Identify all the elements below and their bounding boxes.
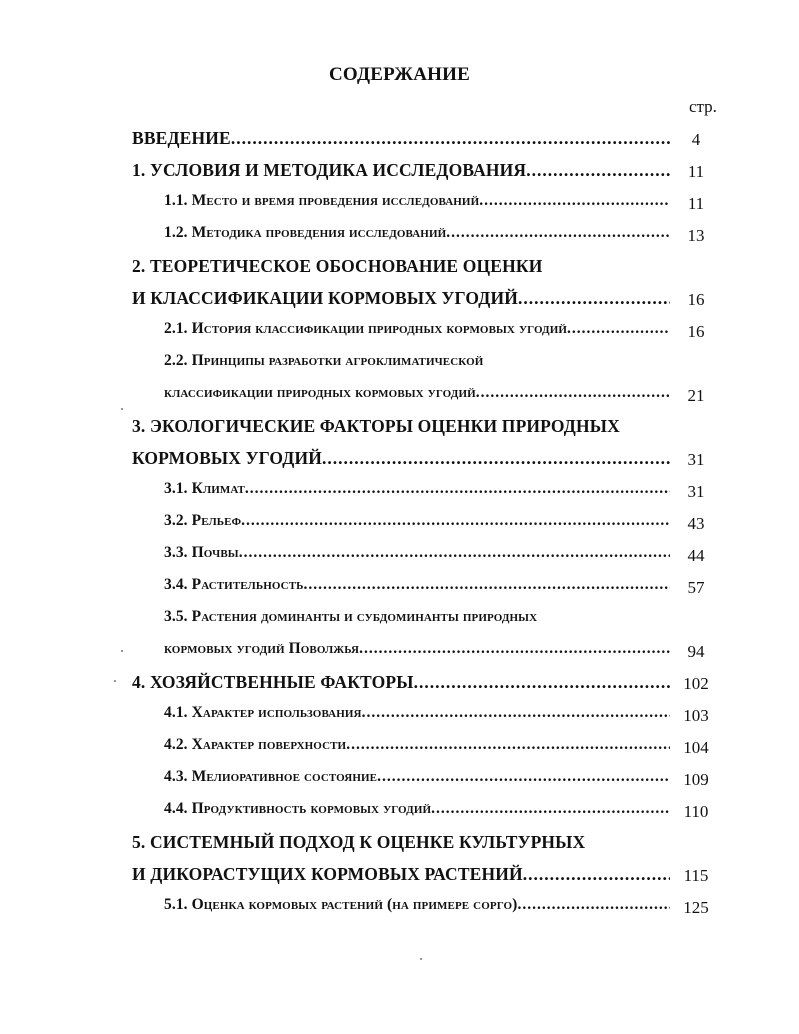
toc-entry-title: 1.1. Место и время проведения исследований [164,192,480,209]
toc-entry-page: 43 [687,514,705,533]
toc-entry-page: 94 [687,642,705,661]
toc-entry-page: 16 [687,290,705,309]
toc-entry [164,736,670,762]
toc-entry-page: 102 [683,674,709,693]
dot-leader [517,896,670,914]
dot-leader [567,320,670,338]
toc-entry-page: 21 [687,386,705,405]
toc-entry [164,608,724,634]
dot-leader [479,192,670,210]
toc-entry-title: 4. ХОЗЯЙСТВЕННЫЕ ФАКТОРЫ [132,672,414,692]
toc-entry-title: 4.2. Характер поверхности [164,736,347,753]
toc-entry [132,672,670,698]
toc-entry [164,640,670,666]
toc-entry-title: 3.2. Рельеф [164,512,242,529]
toc-entry-title: 4.1. Характер использования [164,704,362,721]
dot-leader [431,800,670,818]
scan-speck [420,958,422,960]
toc-entry [132,832,692,858]
toc-entry-title: 4.3. Мелиоративное состояние [164,768,378,785]
toc-entry [164,512,670,538]
toc-entry-title: 5. СИСТЕМНЫЙ ПОДХОД К ОЦЕНКЕ КУЛЬТУРНЫХ [132,832,586,852]
dot-leader [241,512,670,530]
dot-leader [414,672,670,693]
toc-entry [132,448,670,474]
toc-entry-title: 5.1. Оценка кормовых растений (на примере сорго) [164,896,518,913]
toc-entry [164,704,670,730]
toc-entry-title: 3.5. Растения доминанты и субдоминанты природных [164,608,538,625]
toc-entry [164,768,670,794]
dot-leader [476,384,670,402]
toc-entry-page: 13 [687,226,705,245]
toc-entry [132,160,670,186]
scan-speck [114,680,116,682]
toc-entry-title: 2. ТЕОРЕТИЧЕСКОЕ ОБОСНОВАНИЕ ОЦЕНКИ [132,256,543,276]
toc-entry-title: 3.1. Климат [164,480,245,497]
toc-entry [132,864,670,890]
toc-entry [164,480,670,506]
toc-entry [164,320,670,346]
toc-entry-page: 44 [687,546,705,565]
toc-entry [132,128,670,154]
dot-leader [346,736,670,754]
toc-entry-page: 11 [687,162,705,181]
toc-entry-page: 104 [683,738,709,757]
page-column-label: стр. [689,97,717,116]
dot-leader [518,288,670,309]
toc-entry-page: 103 [683,706,709,725]
dot-leader [446,224,670,242]
toc-entry-page: 16 [687,322,705,341]
toc-entry-title: 2.2. Принципы разработки агроклиматической [164,352,484,369]
toc-entry-page: 125 [683,898,709,917]
toc-entry-title: классификации природных кормовых угодий [164,384,476,401]
dot-leader [362,704,670,722]
toc-entry [164,576,670,602]
toc-entry [132,416,692,442]
toc-entry-title: кормовых угодий Поволжья [164,640,360,657]
toc-entry-title: 3. ЭКОЛОГИЧЕСКИЕ ФАКТОРЫ ОЦЕНКИ ПРИРОДНЫХ [132,416,620,436]
dot-leader [239,544,670,562]
toc-entry-title: ВВЕДЕНИЕ [132,128,231,148]
toc-entry [164,800,670,826]
toc-entry-title: 4.4. Продуктивность кормовых угодий [164,800,432,817]
toc-entry [164,544,670,570]
toc-entry [132,288,670,314]
toc-entry-title: КОРМОВЫХ УГОДИЙ [132,448,323,468]
dot-leader [322,448,670,469]
toc-entry-title: 2.1. История классификации природных кормовых угодий [164,320,568,337]
toc-entry [132,256,692,282]
toc-entry [164,224,670,250]
toc-entry-page: 110 [683,802,709,821]
toc-entry-page: 31 [687,450,705,469]
scan-speck [121,408,123,410]
toc-entry-page: 31 [687,482,705,501]
toc-entry-page: 11 [687,194,705,213]
toc-entry-title: И ДИКОРАСТУЩИХ КОРМОВЫХ РАСТЕНИЙ [132,864,523,884]
toc-entry-title: 1.2. Методика проведения исследований [164,224,447,241]
toc-entry-title: 3.3. Почвы [164,544,239,561]
page-title: СОДЕРЖАНИЕ [329,64,470,85]
toc-entry [164,896,670,922]
dot-leader [304,576,670,594]
toc-entry [164,192,670,218]
dot-leader [231,128,670,149]
dot-leader [377,768,670,786]
dot-leader [359,640,670,658]
dot-leader [245,480,670,498]
toc-entry [164,352,724,378]
toc-entry-page: 109 [683,770,709,789]
toc-entry-page: 4 [691,130,701,149]
dot-leader [523,864,670,885]
toc-entry-page: 57 [687,578,705,597]
toc-entry-title: И КЛАССИФИКАЦИИ КОРМОВЫХ УГОДИЙ [132,288,518,308]
dot-leader [526,160,670,181]
toc-entry-page: 115 [683,866,709,885]
scan-speck [121,650,123,652]
toc-entry [164,384,670,410]
toc-entry-title: 3.4. Растительность [164,576,304,593]
toc-entry-title: 1. УСЛОВИЯ И МЕТОДИКА ИССЛЕДОВАНИЯ [132,160,527,180]
